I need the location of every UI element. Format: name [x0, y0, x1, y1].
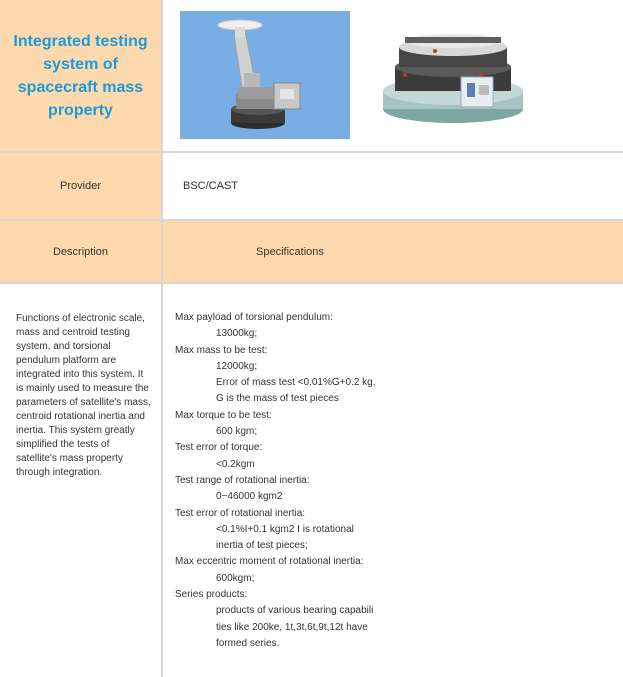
product-images: [163, 0, 623, 151]
spec-heading: Series products:: [175, 589, 248, 601]
column-divider: [161, 0, 163, 677]
spec-heading: Max torque to be test:: [175, 409, 272, 421]
spec-value: 600 kgm;: [216, 426, 258, 438]
row-divider: [0, 282, 623, 284]
row-divider: [0, 151, 623, 153]
spec-value: ties like 200ke, 1t,3t,6t,9t,12t have: [216, 621, 368, 633]
provider-value-cell: [163, 153, 623, 219]
specifications-cell: [163, 284, 623, 677]
spec-heading: Max eccentric moment of rotational inertia:: [175, 556, 364, 568]
provider-value: BSC/CAST: [183, 180, 239, 192]
spec-value: Error of mass test <0.01%G+0.2 kg,: [216, 377, 376, 389]
spec-value: 12000kg;: [216, 360, 258, 372]
spec-value: G is the mass of test pieces: [216, 393, 339, 405]
specifications-header-cell: [163, 221, 623, 282]
pendulum-photo: [180, 11, 350, 139]
product-title-text: Integrated testing system of spacecraft mass property: [13, 32, 148, 119]
provider-label-cell: [0, 153, 161, 219]
row-divider: [0, 219, 623, 221]
spec-heading: Test range of rotational inertia:: [175, 474, 310, 486]
platform-photo: [365, 11, 541, 139]
spec-value: products of various bearing capabili: [216, 605, 374, 617]
specifications-header: Specifications: [256, 245, 324, 258]
product-title: [0, 0, 161, 151]
specifications-list: [163, 310, 623, 652]
torsional-pendulum-illustration: [180, 11, 350, 139]
spec-value: inertia of test pieces;: [216, 540, 308, 552]
spec-value: 0~46000 kgm2: [216, 491, 283, 503]
spec-value: <0.1%I+0.1 kgm2 I is rotational: [216, 523, 354, 535]
description-text: Functions of electronic scale, mass and centroid testing system, and torsional pendulum platform are integrated into this system. It is mainly used to measure the parameters of satellite's mass, centroid rotational inertia and inertia. This system greatly simplified the tests of satellite's mass property through integration.: [16, 313, 151, 478]
spec-heading: Max mass to be test:: [175, 344, 268, 356]
description-header: Description: [52, 245, 109, 258]
description-header-cell: [0, 221, 161, 282]
spec-value: 13000kg;: [216, 328, 258, 340]
spec-value: formed series.: [216, 637, 280, 649]
spec-heading: Test error of torque:: [175, 442, 263, 454]
mass-platform-illustration: [365, 11, 541, 139]
spec-value: <0.2kgm: [216, 458, 255, 470]
spec-heading: Test error of rotational inertia:: [175, 507, 306, 519]
description-cell: [0, 284, 161, 677]
spec-value: 600kgm;: [216, 572, 255, 584]
spec-heading: Max payload of torsional pendulum:: [175, 312, 333, 323]
provider-label: Provider: [60, 180, 101, 192]
